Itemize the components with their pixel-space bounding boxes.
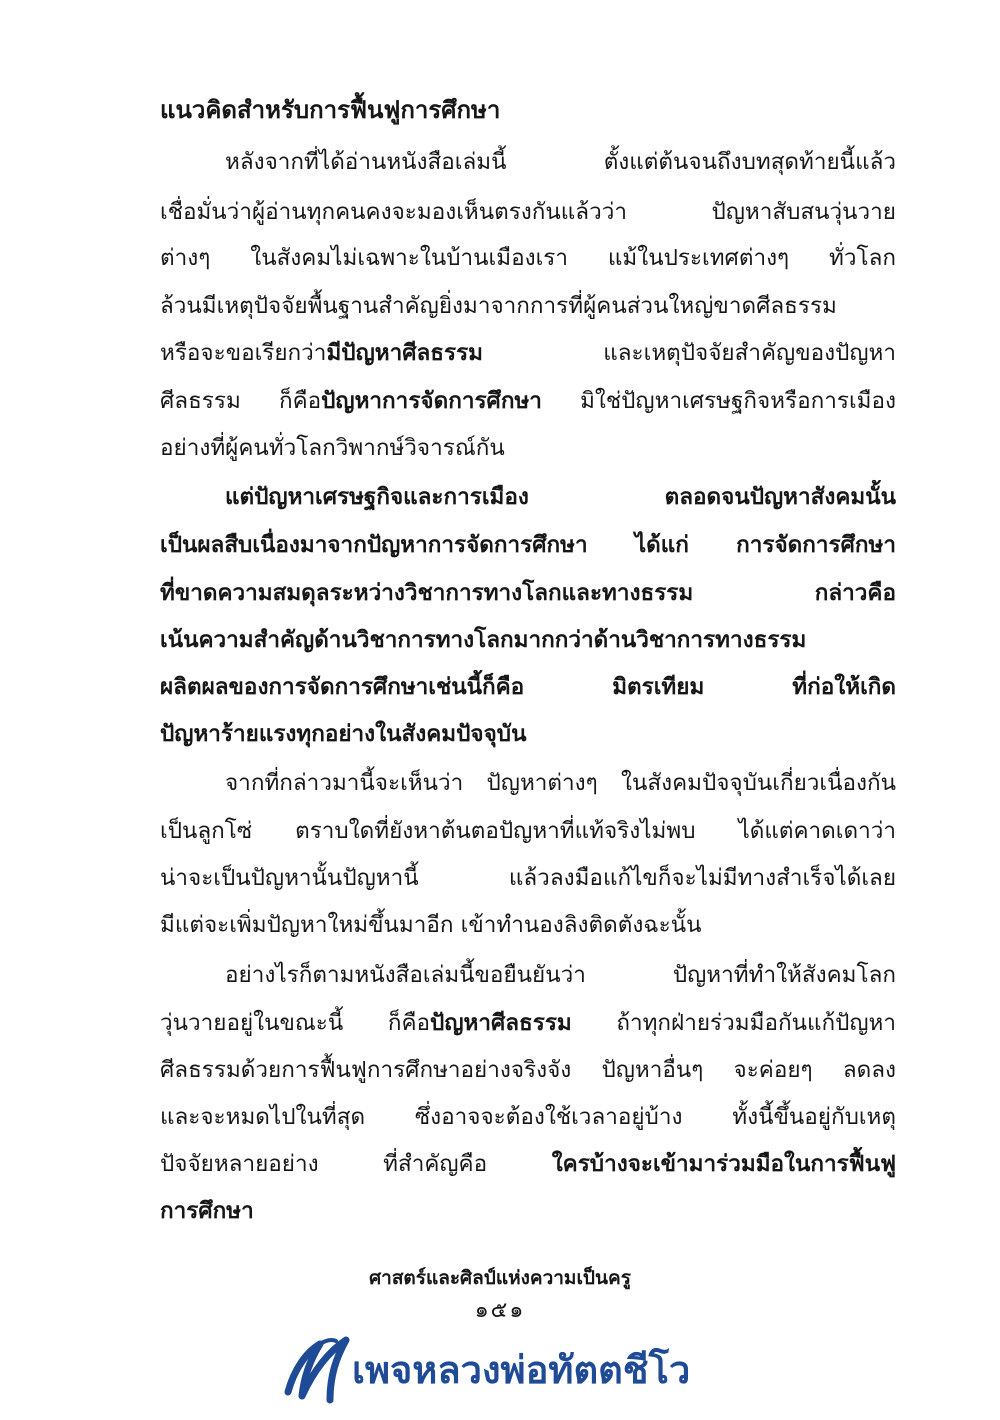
paragraph-2-line-5: ผลิตผลของการจัดการศึกษาเช่นนี้ก็คือ มิตรเทียม ที่ก่อให้เกิด (160, 674, 896, 700)
paragraph-3-line-2: เป็นลูกโซ่ ตราบใดที่ยังหาต้นตอปัญหาที่แท้จริงไม่พบ ได้แต่คาดเดาว่า (160, 818, 896, 844)
page-number: ๑๕๑ (474, 1298, 526, 1323)
bold-phrase-moral-problem: มีปัญหาศีลธรรม (326, 340, 484, 366)
text-run: วุ่นวายอยู่ในขณะนี้ ก็คือ (160, 1010, 431, 1036)
paragraph-4-line-5 (160, 1144, 896, 1188)
paragraph-4-line-4: และจะหมดไปในที่สุด ซึ่งอาจจะต้องใช้เวลาอยู่บ้าง ทั้งนี้ขึ้นอยู่กับเหตุ (160, 1104, 896, 1130)
bold-phrase-who-will-join: ใครบ้างจะเข้ามาร่วมมือในการฟื้นฟู (551, 1151, 896, 1177)
page-logo (280, 1330, 740, 1410)
logo-script-glyph-icon (280, 1330, 360, 1408)
bold-phrase-education-problem: ปัญหาการจัดการศึกษา (321, 388, 542, 414)
text-run: และเหตุปัจจัยสำคัญของปัญหา (483, 340, 896, 366)
paragraph-1-line-7: อย่างที่ผู้คนทั่วโลกวิพากษ์วิจารณ์กัน (160, 435, 505, 461)
paragraph-3-line-1: จากที่กล่าวมานี้จะเห็นว่า ปัญหาต่างๆ ในสังคมปัจจุบันเกี่ยวเนื่องกัน (225, 770, 896, 796)
paragraph-2-line-1: แต่ปัญหาเศรษฐกิจและการเมือง ตลอดจนปัญหาสังคมนั้น (225, 484, 896, 510)
section-heading: แนวคิดสำหรับการฟื้นฟูการศึกษา (160, 96, 501, 124)
bold-phrase-moral-problem-2: ปัญหาศีลธรรม (430, 1010, 572, 1036)
paragraph-3-line-3: น่าจะเป็นปัญหานั้นปัญหานี้ แล้วลงมือแก้ไขก็จะไม่มีทางสำเร็จได้เลย (160, 865, 896, 891)
paragraph-1-line-4: ล้วนมีเหตุปัจจัยพื้นฐานสำคัญยิ่งมาจากการที่ผู้คนส่วนใหญ่ขาดศีลธรรม (160, 293, 837, 319)
paragraph-2-line-3: ที่ขาดความสมดุลระหว่างวิชาการทางโลกและทางธรรม กล่าวคือ (160, 580, 896, 606)
text-run: ถ้าทุกฝ่ายร่วมมือกันแก้ปัญหา (571, 1010, 897, 1036)
paragraph-2-line-6: ปัญหาร้ายแรงทุกอย่างในสังคมปัจจุบัน (160, 721, 527, 747)
footer-book-title: ศาสตร์และศิลป์แห่งความเป็นครู (369, 1267, 631, 1289)
paragraph-1-line-5 (160, 333, 896, 377)
paragraph-4-line-6: การศึกษา (160, 1198, 254, 1224)
paragraph-4-line-2 (160, 1003, 896, 1047)
paragraph-1-line-6 (160, 381, 896, 425)
paragraph-4-line-3: ศีลธรรมด้วยการฟื้นฟูการศึกษาอย่างจริงจัง ปัญหาอื่นๆ จะค่อยๆ ลดลง (160, 1057, 896, 1083)
text-run: หรือจะขอเรียกว่า (160, 340, 327, 366)
paragraph-3-line-4: มีแต่จะเพิ่มปัญหาใหม่ขึ้นมาอีก เข้าทำนองลิงติดตังฉะนั้น (160, 912, 702, 938)
text-run: ปัจจัยหลายอย่าง ที่สำคัญคือ (160, 1151, 552, 1177)
paragraph-2-line-2: เป็นผลสืบเนื่องมาจากปัญหาการจัดการศึกษา ได้แก่ การจัดการศึกษา (160, 532, 896, 558)
logo-text: เพจหลวงพ่อทัตตชีโว (352, 1347, 691, 1392)
paragraph-1-line-1: หลังจากที่ได้อ่านหนังสือเล่มนี้ ตั้งแต่ต้นจนถึงบทสุดท้ายนี้แล้ว (225, 149, 896, 175)
text-run: ศีลธรรม ก็คือ (160, 388, 322, 414)
text-run: มิใช่ปัญหาเศรษฐกิจหรือการเมือง (541, 388, 896, 414)
paragraph-1-line-3: ต่างๆ ในสังคมไม่เฉพาะในบ้านเมืองเรา แม้ในประเทศต่างๆ ทั่วโลก (160, 245, 896, 271)
paragraph-4-line-1: อย่างไรก็ตามหนังสือเล่มนี้ขอยืนยันว่า ปัญหาที่ทำให้สังคมโลก (225, 962, 896, 988)
paragraph-1-line-2: เชื่อมั่นว่าผู้อ่านทุกคนคงจะมองเห็นตรงกันแล้วว่า ปัญหาสับสนวุ่นวาย (160, 199, 896, 225)
paragraph-2-line-4: เน้นความสำคัญด้านวิชาการทางโลกมากกว่าด้านวิชาการทางธรรม (160, 627, 807, 653)
